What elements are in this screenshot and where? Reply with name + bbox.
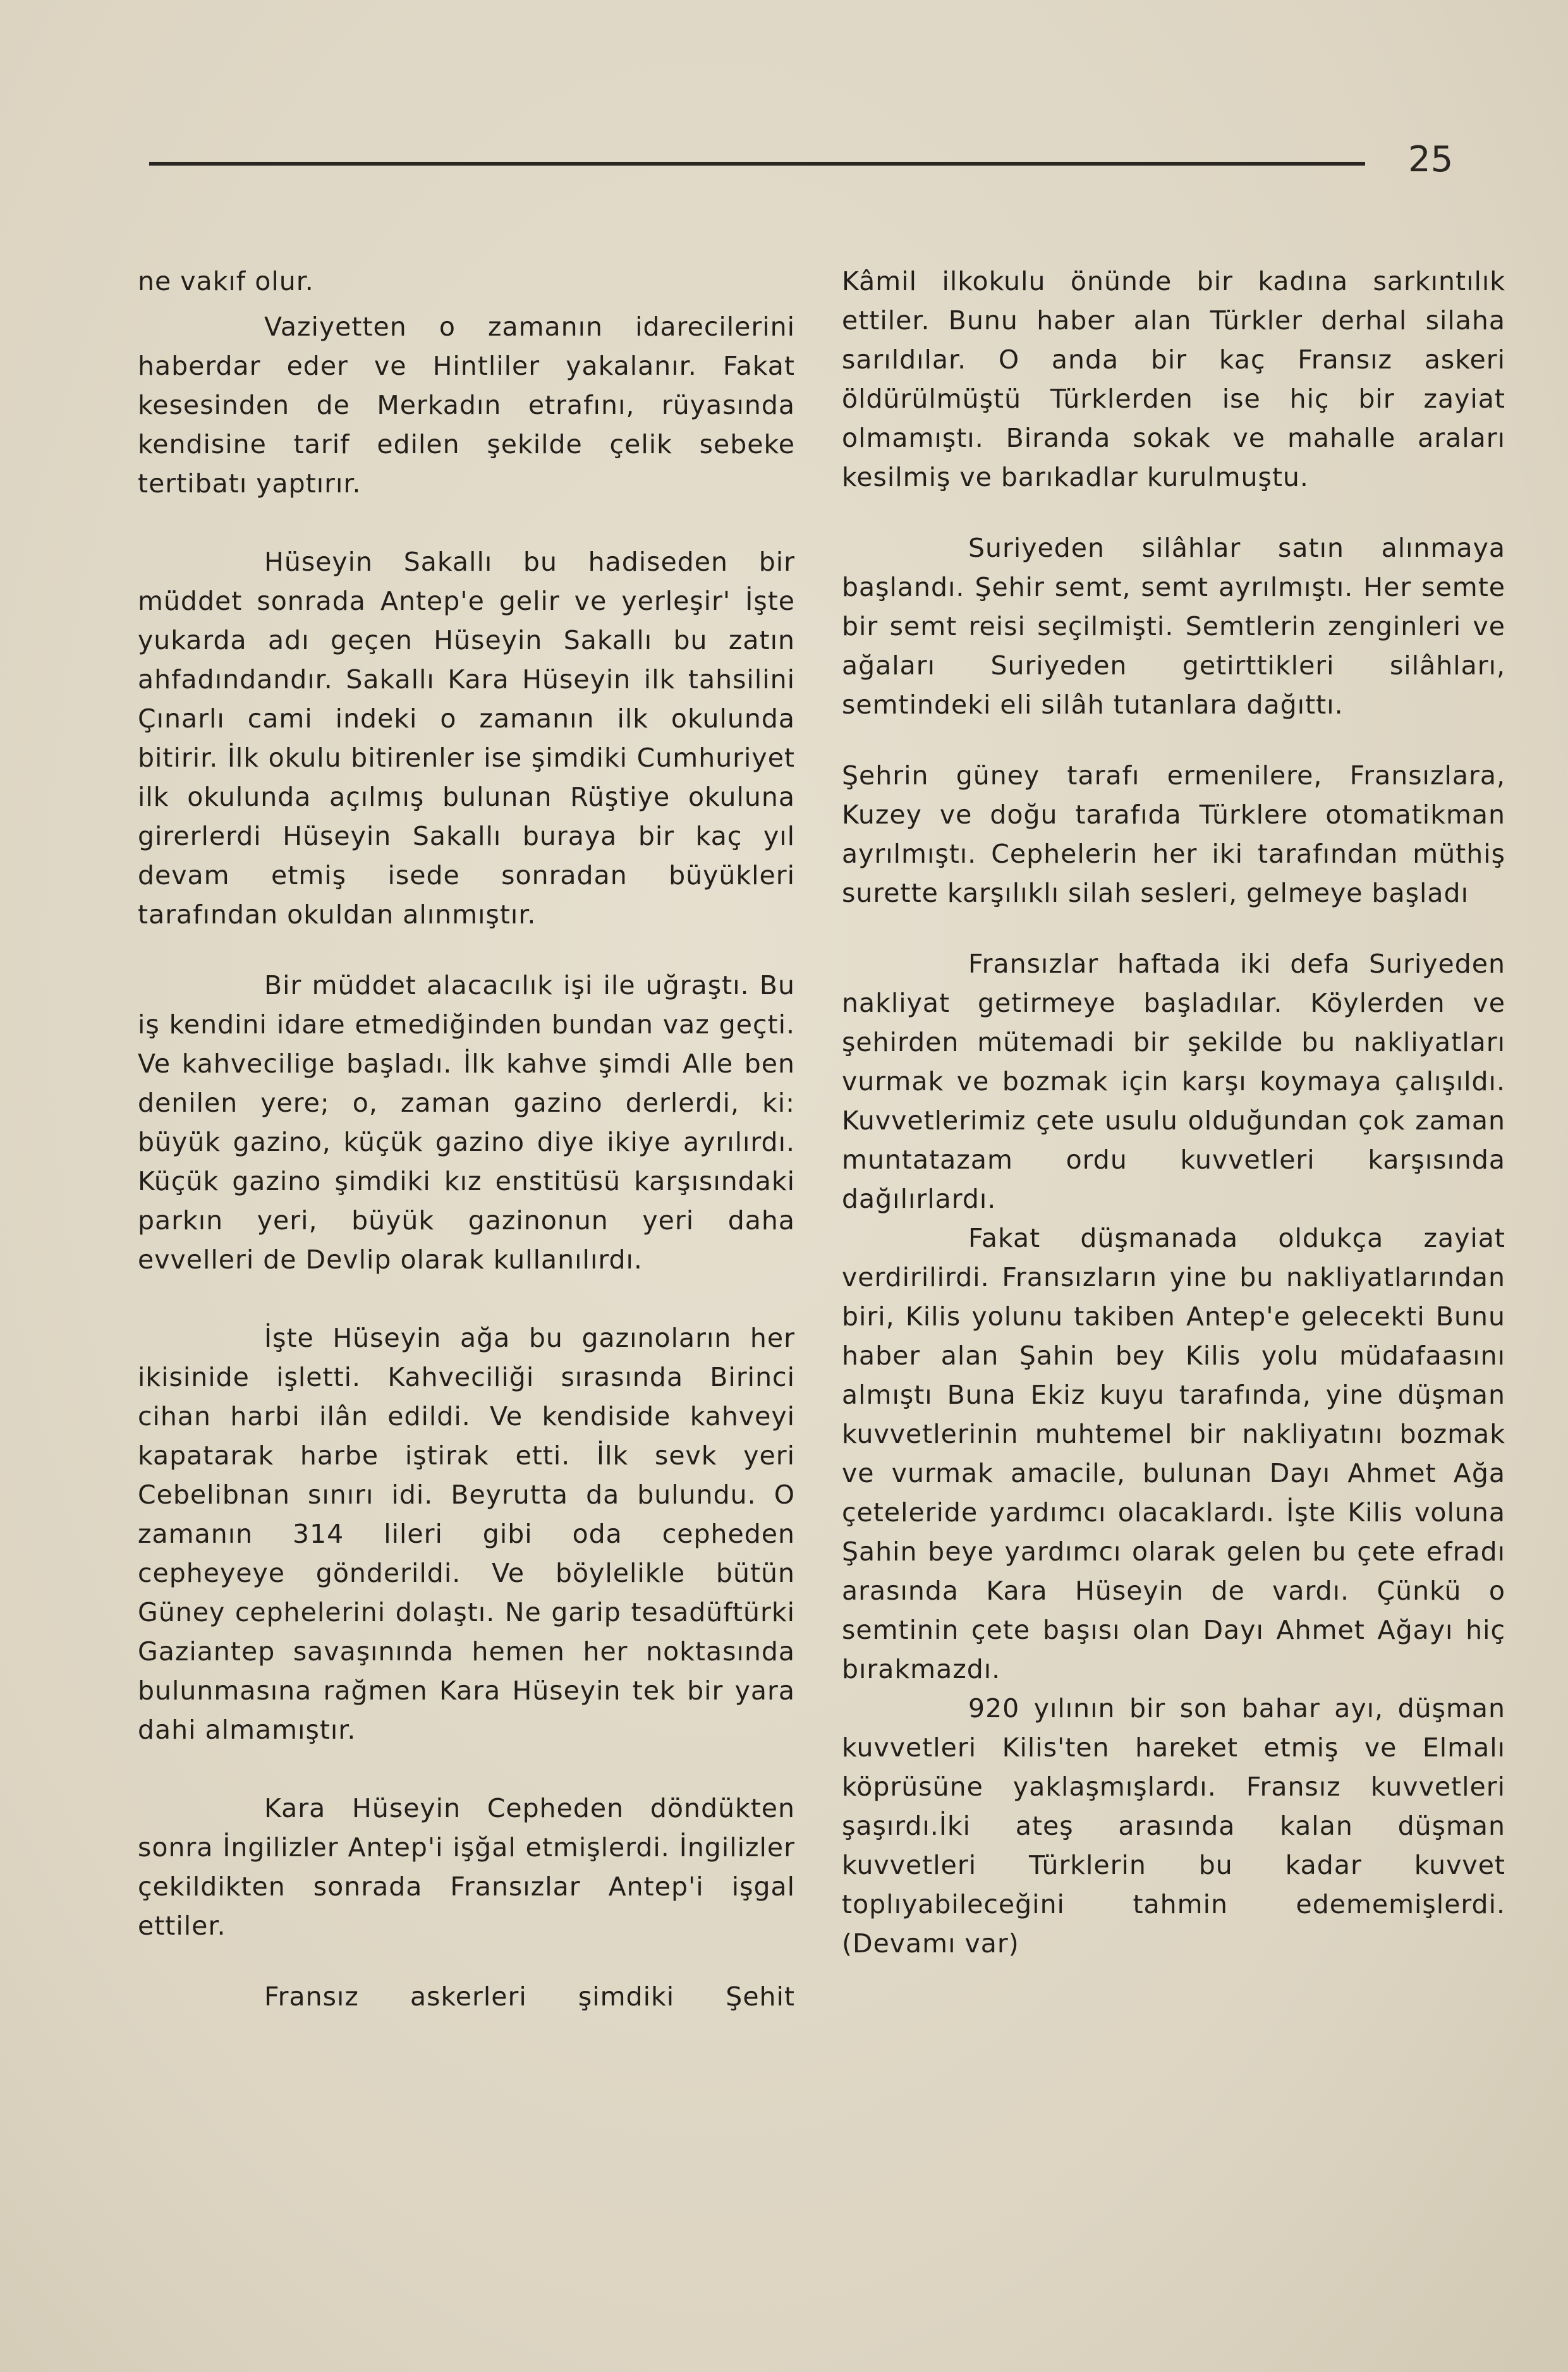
left-paragraph-2: Vaziyetten o zamanın idarecilerini haberdar eder ve Hintliler yakalanır. Fakat kesesinden de Merkadın etrafını, rüyasında kendisine tarif edilen şekilde çelik sebeke tertibatı yaptırır. — [138, 312, 795, 499]
left-paragraph-6: Kara Hüseyin Cepheden döndükten sonra İngilizler Antep'i işğal etmişlerdi. İngilizler çekildikten sonrada Fransızlar Antep'i işgal ettiler. — [138, 1793, 795, 1941]
right-paragraph-3: Şehrin güney tarafı ermenilere, Fransızlara, Kuzey ve doğu tarafıda Türklere otomatikman ayrılmıştı. Cephelerin her iki tarafından müthiş surette karşılıklı silah sesleri, gelmeye başladı — [842, 760, 1505, 908]
right-column — [842, 262, 1505, 1963]
right-paragraph-6: 920 yılının bir son bahar ayı, düşman kuvvetleri Kilis'ten hareket etmiş ve Elmalı köprüsüne yaklaşmışlardı. Fransız kuvvetleri şaşırdı.İki ateş arasında kalan düşman kuvvetleri Türklerin bu kadar kuvvet toplıyabileceğini tahmin edememişlerdi. (Devamı var) — [842, 1693, 1505, 1959]
right-paragraph-1: Kâmil ilkokulu önünde bir kadına sarkıntılık ettiler. Bunu haber alan Türkler derhal silaha sarıldılar. O anda bir kaç Fransız askeri öldürülmüştü Türklerden ise hiç bir zayiat olmamıştı. Biranda sokak ve mahalle araları kesilmiş ve barıkadlar kurulmuştu. — [842, 266, 1505, 492]
right-paragraph-4: Fransızlar haftada iki defa Suriyeden nakliyat getirmeye başladılar. Köylerden ve şehirden mütemadi bir şekilde bu nakliyatları vurmak ve bozmak için karşı koymaya çalışıldı. Kuvvetlerimiz çete usulu olduğundan çok zaman muntatazam ordu kuvvetleri karşısında dağılırlardı. — [842, 949, 1505, 1214]
header-rule — [149, 162, 1365, 166]
left-paragraph-1: ne vakıf olur. — [138, 266, 314, 296]
left-column — [138, 262, 795, 2016]
left-paragraph-4: Bir müddet alacacılık işi ile uğraştı. Bu iş kendini idare etmediğinden bundan vaz geçti. Ve kahvecilige başladı. İlk kahve şimdi Alle ben denilen yere; o, zaman gazino derlerdi, ki: büyük gazino, küçük gazino diye ikiye ayrılırdı. Küçük gazino şimdiki kız enstitüsü karşısındaki parkın yeri, büyük gazinonun yeri daha evvelleri de Devlip olarak kullanılırdı. — [138, 970, 795, 1275]
right-paragraph-5: Fakat düşmanada oldukça zayiat verdirilirdi. Fransızların yine bu nakliyatlarından biri, Kilis yolunu takiben Antep'e gelecekti Bunu haber alan Şahin bey Kilis yolu müdafaasını almıştı Buna Ekiz kuyu tarafında, yine düşman kuvvetlerinin muhtemel bir nakliyatını bozmak ve vurmak amacile, bulunan Dayı Ahmet Ağa çeteleride yardımcı olacaklardı. İşte Kilis voluna Şahin beye yardımcı olarak gelen bu çete efradı arasında Kara Hüseyin de vardı. Çünkü o semtinin çete başısı olan Dayı Ahmet Ağayı hiç bırakmazdı. — [842, 1223, 1505, 1684]
page-number: 25 — [1408, 139, 1454, 180]
left-paragraph-7: Fransız askerleri şimdiki Şehit — [264, 1981, 795, 2012]
left-paragraph-3: Hüseyin Sakallı bu hadiseden bir müddet sonrada Antep'e gelir ve yerleşir' İşte yukarda adı geçen Hüseyin Sakallı bu zatın ahfadındandır. Sakallı Kara Hüseyin ilk tahsilini Çınarlı cami indeki o zamanın ilk okulunda bitirir. İlk okulu bitirenler ise şimdiki Cumhuriyet ilk okulunda açılmış bulunan Rüştiye okuluna girerlerdi Hüseyin Sakallı buraya bir kaç yıl devam etmiş isede sonradan büyükleri tarafından okuldan alınmıştır. — [138, 547, 795, 930]
left-paragraph-5: İşte Hüseyin ağa bu gazınoların her ikisinide işletti. Kahveciliği sırasında Birinci cihan harbi ilân edildi. Ve kendiside kahveyi kapatarak harbe iştirak etti. İlk sevk yeri Cebelibnan sınırı idi. Beyrutta da bulundu. O zamanın 314 lileri gibi oda cepheden cepheyeye gönderildi. Ve böylelikle bütün Güney cephelerini dolaştı. Ne garip tesadüftürki Gaziantep savaşınında hemen her noktasında bulunmasına rağmen Kara Hüseyin tek bir yara dahi almamıştır. — [138, 1323, 795, 1745]
right-paragraph-2: Suriyeden silâhlar satın alınmaya başlandı. Şehir semt, semt ayrılmıştı. Her semte bir semt reisi seçilmişti. Semtlerin zenginleri ve ağaları Suriyeden getirttikleri silâhları, semtindeki eli silâh tutanlara dağıttı. — [842, 533, 1505, 720]
